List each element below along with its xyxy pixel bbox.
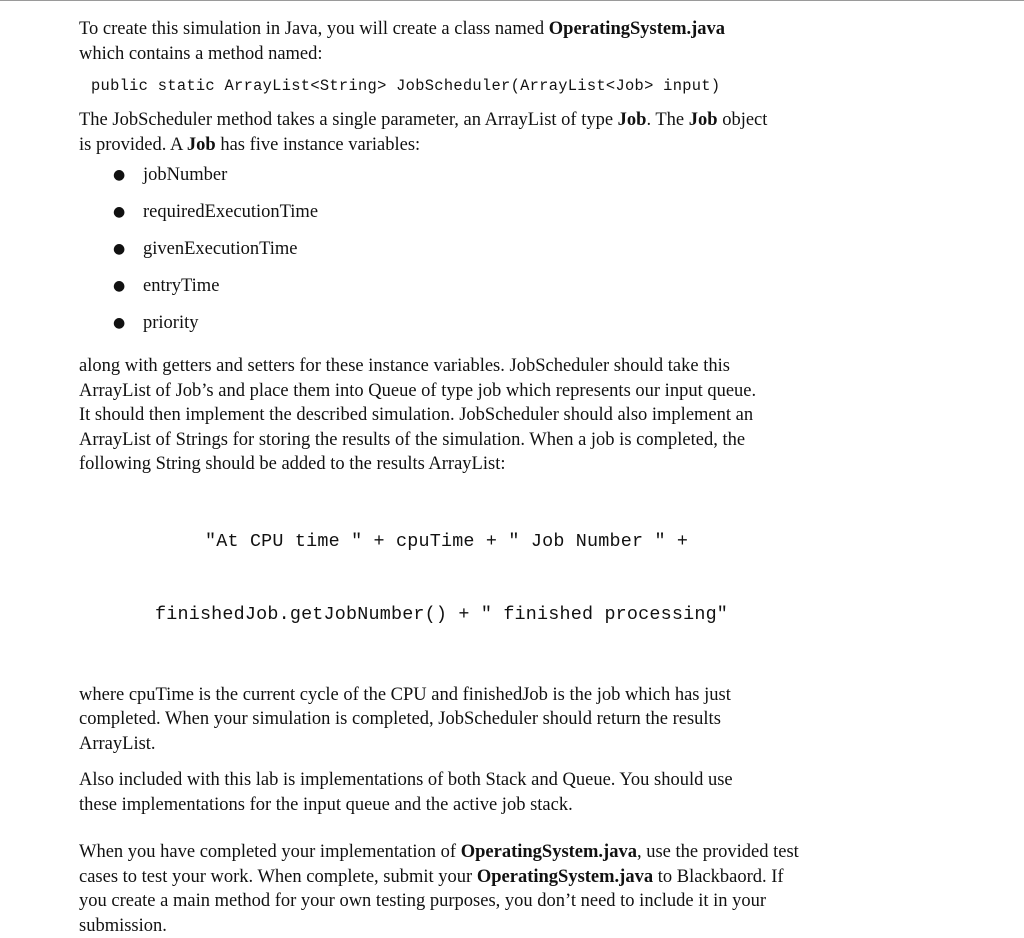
job-text-1: The JobScheduler method takes a single parameter, an ArrayList of type (79, 110, 618, 130)
variable-name: jobNumber (143, 165, 228, 185)
bullet-icon: ● (113, 204, 126, 220)
intro-paragraph (79, 17, 939, 66)
list-item (79, 237, 939, 274)
file-name: OperatingSystem.java (476, 866, 654, 887)
method-signature: public static ArrayList<String> JobScheduler(ArrayList<Job> input) (91, 77, 721, 95)
submit-text: , use the provided test (636, 842, 799, 862)
submit-paragraph (79, 840, 939, 938)
list-item (79, 163, 939, 200)
job-keyword: Job (186, 134, 216, 155)
job-keyword: Job (617, 110, 647, 130)
paragraph-line: along with getters and setters for these instance variables. JobScheduler should take this (79, 356, 730, 376)
job-text-3: object (717, 110, 768, 130)
paragraph-line: It should then implement the described simulation. JobScheduler should also implement an (79, 405, 754, 425)
variable-name: entryTime (143, 276, 220, 296)
paragraph-line: Also included with this lab is implementations of both Stack and Queue. You should use (79, 770, 733, 790)
stack-queue-paragraph (79, 768, 939, 817)
intro-line-2: which contains a method named: (79, 43, 323, 64)
getters-paragraph (79, 354, 939, 477)
bullet-icon: ● (113, 241, 126, 257)
paragraph-line: ArrayList of Job’s and place them into Queue of type job which represents our input queue. (79, 380, 757, 401)
class-name: OperatingSystem.java (548, 19, 726, 39)
assignment-document (79, 17, 939, 938)
code-line-1: "At CPU time " + cpuTime + " Job Number " + (205, 530, 689, 552)
bullet-icon: ● (113, 315, 126, 331)
paragraph-line: where cpuTime is the current cycle of the CPU and finishedJob is the job which has just (79, 684, 731, 705)
bullet-icon: ● (113, 167, 126, 183)
variable-name: givenExecutionTime (143, 239, 298, 259)
list-item (79, 311, 939, 348)
submit-text: you create a main method for your own testing purposes, you don’t need to include it in your (79, 891, 767, 911)
variable-name: priority (143, 313, 199, 333)
list-item (79, 274, 939, 311)
job-paragraph (79, 108, 939, 157)
paragraph-line: ArrayList of Strings for storing the results of the simulation. When a job is completed, the (79, 429, 746, 450)
job-keyword: Job (688, 110, 718, 130)
list-item (79, 200, 939, 237)
paragraph-line: these implementations for the input queue and the active job stack. (79, 794, 573, 815)
job-text-5: has five instance variables: (215, 134, 421, 155)
submit-text: When you have completed your implementation of (79, 842, 461, 862)
intro-text: To create this simulation in Java, you will create a class named (79, 19, 549, 39)
result-string-code (79, 481, 939, 677)
variable-name: requiredExecutionTime (143, 202, 319, 222)
paragraph-line: completed. When your simulation is completed, JobScheduler should return the results (79, 709, 721, 729)
job-text-2: . The (646, 110, 689, 130)
top-divider (0, 0, 1024, 1)
submit-text: submission. (79, 915, 167, 936)
code-line-2: finishedJob.getJobNumber() + " finished processing" (155, 604, 729, 625)
paragraph-line: ArrayList. (79, 733, 156, 754)
file-name: OperatingSystem.java (460, 842, 637, 862)
bullet-icon: ● (113, 278, 126, 294)
submit-text: to Blackbaord. If (653, 866, 784, 887)
paragraph-line: following String should be added to the results ArrayList: (79, 454, 506, 474)
cputime-paragraph (79, 683, 939, 757)
submit-text: cases to test your work. When complete, submit your (79, 866, 477, 887)
job-text-4: is provided. A (79, 134, 187, 155)
instance-variable-list (79, 163, 939, 348)
